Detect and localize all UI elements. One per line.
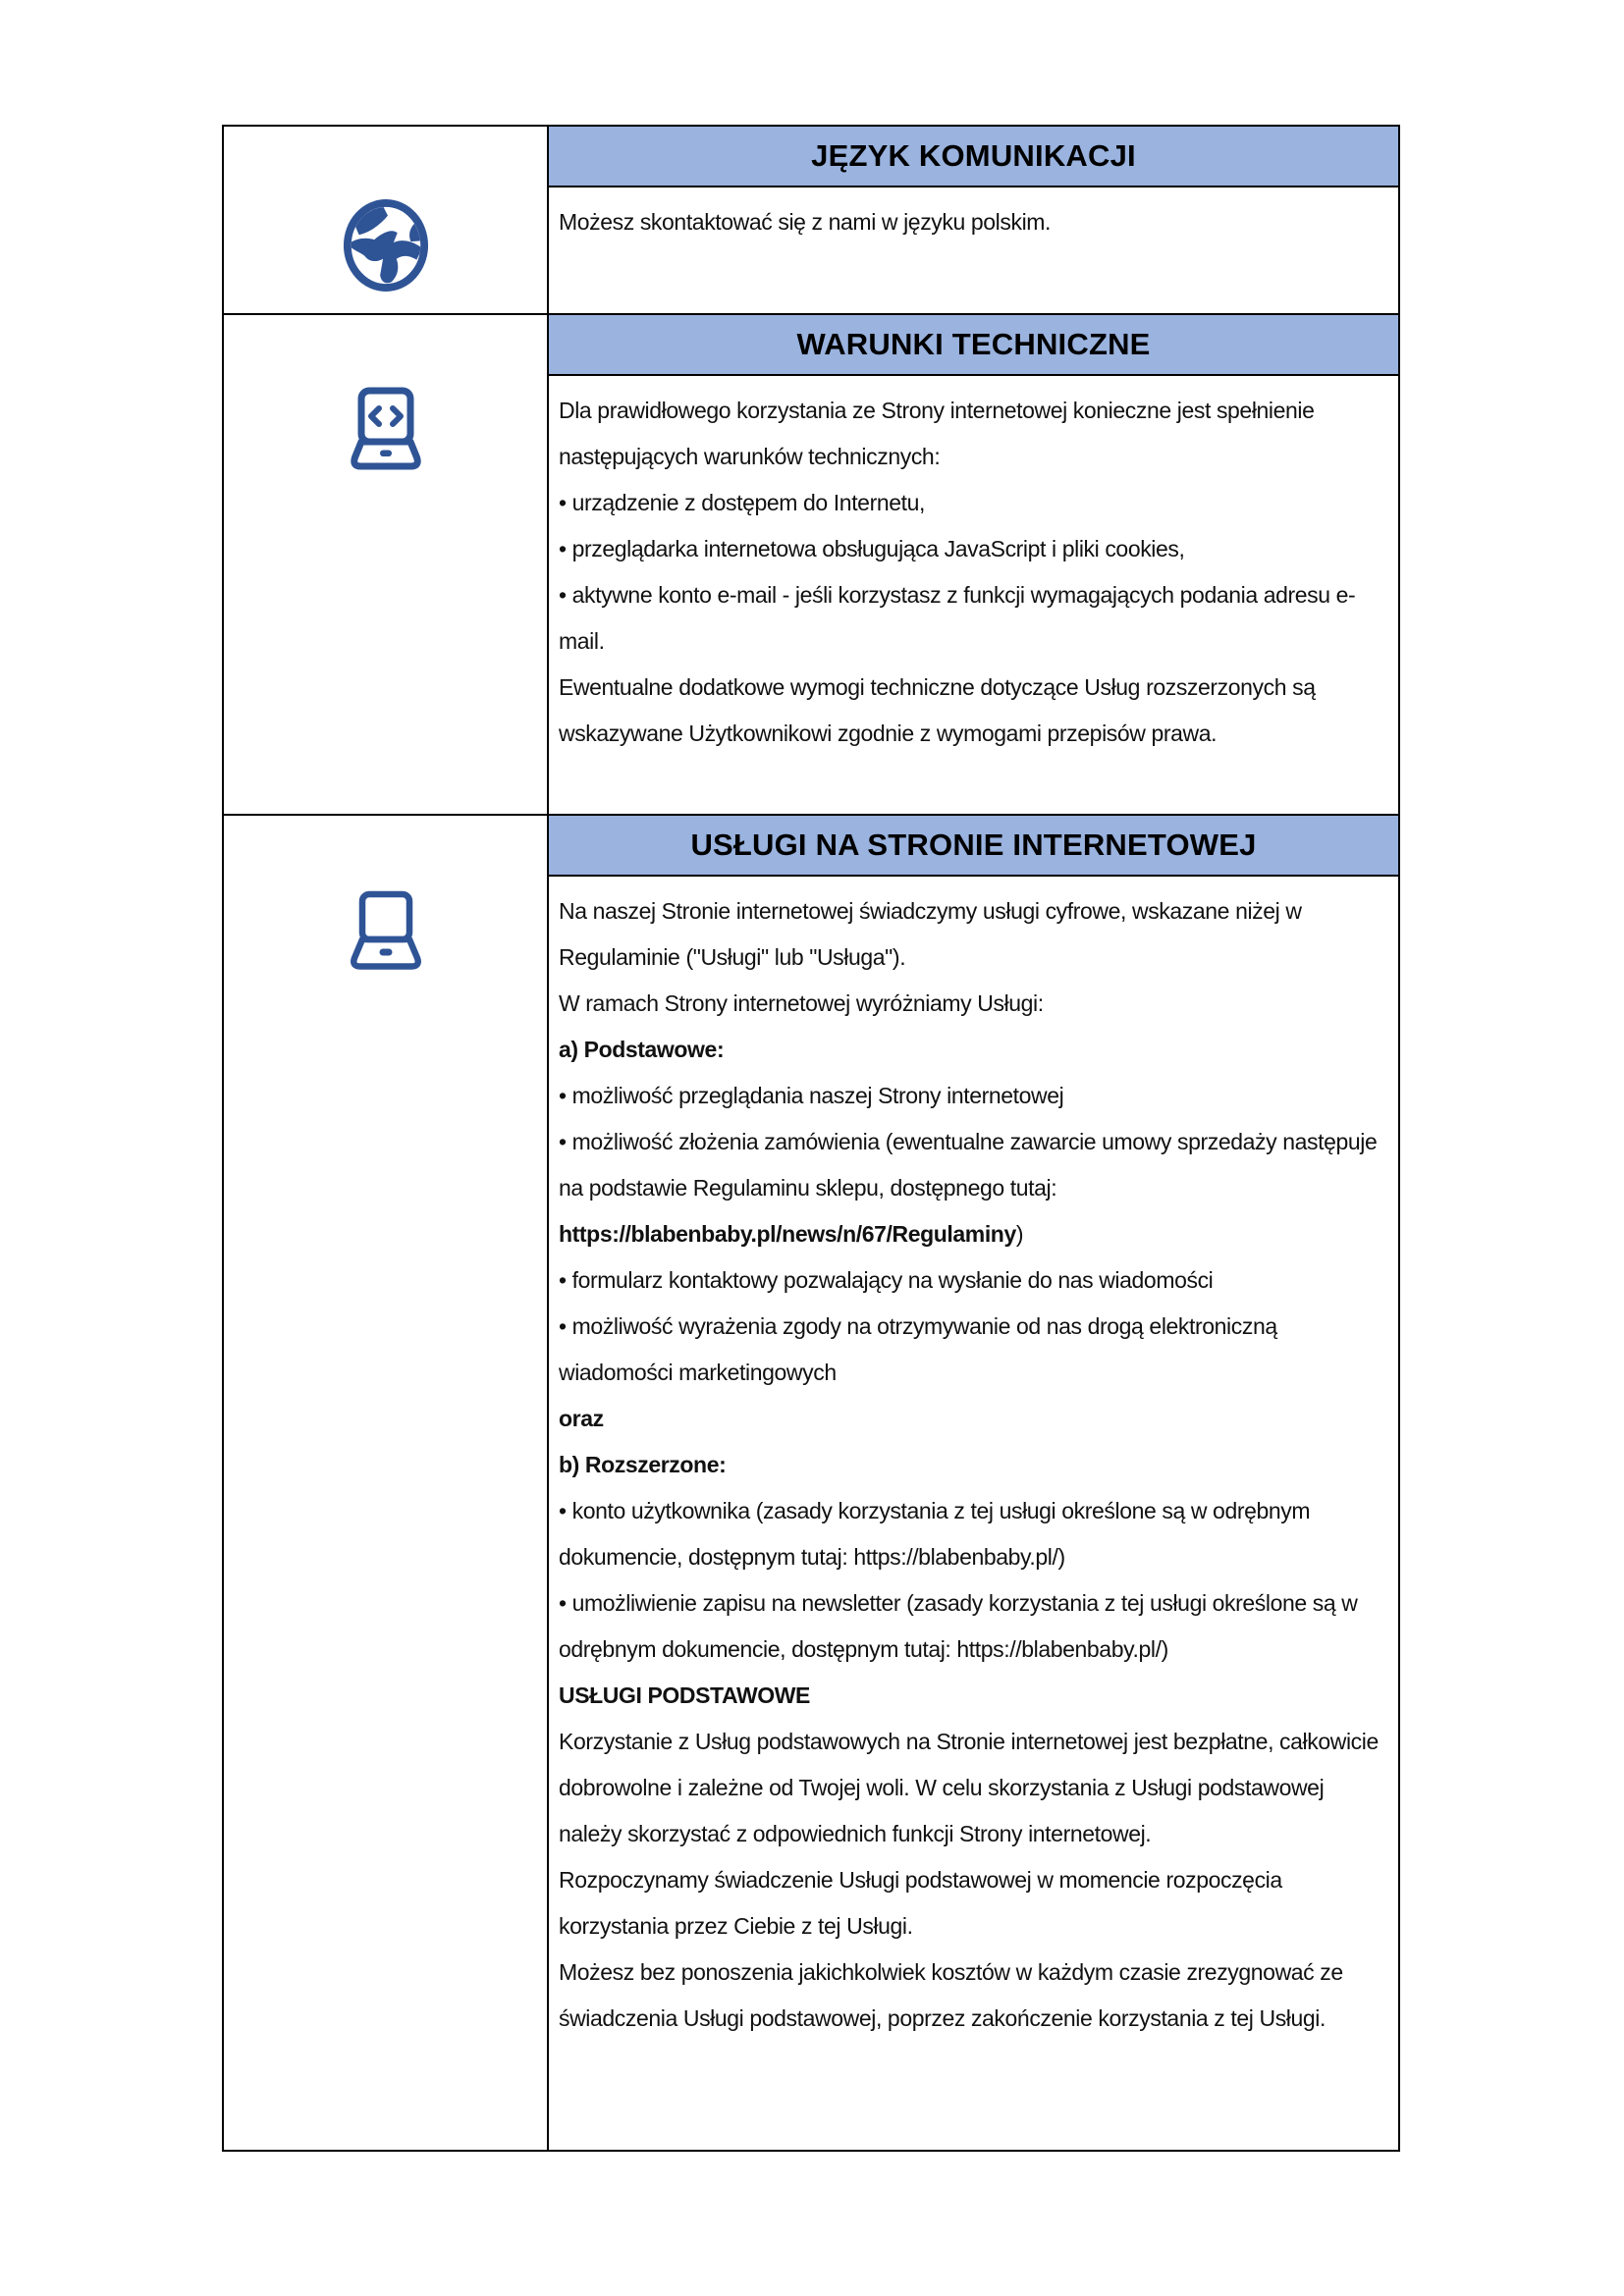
icon-cell-uslugi-na-stronie-internetowej [224,816,549,2150]
paragraph [559,1304,1379,1396]
section-body-uslugi-na-stronie-internetowej [549,877,1398,2042]
paragraph [559,1396,1379,1442]
paragraph [559,1488,1379,1580]
text-segment: https://blabenbaby.pl/news/n/67/Regulaminy [559,1221,1016,1247]
text-segment: Ewentualne dodatkowe wymogi techniczne dotyczące Usług rozszerzonych są wskazywane Użytkownikowi zgodnie z wymogami przepisów prawa. [559,674,1316,746]
text-segment: W ramach Strony internetowej wyróżniamy Usługi: [559,990,1044,1016]
paragraph [559,1719,1379,1857]
text-segment: b) Rozszerzone: [559,1452,727,1477]
text-segment: Rozpoczynamy świadczenie Usługi podstawowej w momencie rozpoczęcia korzystania przez Ciebie z tej Usługi. [559,1867,1282,1939]
paragraph [559,1580,1379,1673]
globe-icon [342,197,430,294]
content-cell-jezyk-komunikacji [549,127,1398,313]
paragraph [559,1119,1379,1257]
paragraph [559,1857,1379,1949]
text-segment: • aktywne konto e-mail - jeśli korzystasz z funkcji wymagających podania adresu e-mail. [559,582,1356,654]
table-row-jezyk-komunikacji [224,127,1398,313]
paragraph [559,388,1379,480]
text-segment: oraz [559,1406,604,1431]
content-cell-uslugi-na-stronie-internetowej [549,816,1398,2150]
paragraph [559,665,1379,757]
text-segment: • urządzenie z dostępem do Internetu, [559,490,925,515]
section-header-jezyk-komunikacji: JĘZYK KOMUNIKACJI [549,127,1398,187]
paragraph [559,1257,1379,1304]
text-segment: • przeglądarka internetowa obsługująca JavaScript i pliki cookies, [559,536,1185,561]
paragraph [559,480,1379,526]
section-body-warunki-techniczne [549,376,1398,757]
text-segment: a) Podstawowe: [559,1037,725,1062]
icon-cell-warunki-techniczne [224,315,549,814]
content-cell-warunki-techniczne [549,315,1398,814]
laptop-icon [341,886,431,977]
laptop-code-icon [341,386,431,476]
info-table [222,125,1400,2152]
paragraph [559,1442,1379,1488]
paragraph [559,199,1379,245]
text-segment: ) [1015,1221,1024,1247]
paragraph [559,888,1379,981]
text-segment: • możliwość złożenia zamówienia (ewentualne zawarcie umowy sprzedaży następuje na podstawie Regulaminu sklepu, dostępnego tutaj: [559,1129,1378,1201]
text-segment: Dla prawidłowego korzystania ze Strony internetowej konieczne jest spełnienie następujących warunków technicznych: [559,398,1315,469]
text-segment: • możliwość przeglądania naszej Strony internetowej [559,1083,1064,1108]
paragraph [559,1673,1379,1719]
text-segment: Na naszej Stronie internetowej świadczymy usługi cyfrowe, wskazane niżej w Regulaminie ("Usługi" lub "Usługa"). [559,898,1302,970]
paragraph [559,526,1379,572]
text-segment: USŁUGI PODSTAWOWE [559,1682,810,1708]
text-segment: Możesz skontaktować się z nami w języku polskim. [559,209,1052,235]
paragraph [559,572,1379,665]
paragraph [559,1073,1379,1119]
text-segment: • umożliwienie zapisu na newsletter (zasady korzystania z tej usługi określone są w odrębnym dokumencie, dostępnym tutaj: https://blabenbaby.pl/) [559,1590,1358,1662]
section-header-warunki-techniczne: WARUNKI TECHNICZNE [549,315,1398,376]
section-body-jezyk-komunikacji [549,187,1398,245]
text-segment: • konto użytkownika (zasady korzystania z tej usługi określone są w odrębnym dokumencie, dostępnym tutaj: https://blabenbaby.pl/) [559,1498,1311,1570]
text-segment: • formularz kontaktowy pozwalający na wysłanie do nas wiadomości [559,1267,1214,1293]
paragraph [559,1949,1379,2042]
paragraph [559,1027,1379,1073]
icon-cell-jezyk-komunikacji [224,127,549,313]
table-row-uslugi-na-stronie-internetowej [224,814,1398,2150]
text-segment: • możliwość wyrażenia zgody na otrzymywanie od nas drogą elektroniczną wiadomości marketingowych [559,1313,1277,1385]
table-row-warunki-techniczne [224,313,1398,814]
text-segment: Możesz bez ponoszenia jakichkolwiek kosztów w każdym czasie zrezygnować ze świadczenia Usługi podstawowej, poprzez zakończenie korzystania z tej Usługi. [559,1959,1343,2031]
section-header-uslugi-na-stronie-internetowej: USŁUGI NA STRONIE INTERNETOWEJ [549,816,1398,877]
paragraph [559,981,1379,1027]
text-segment: Korzystanie z Usług podstawowych na Stronie internetowej jest bezpłatne, całkowicie dobrowolne i zależne od Twojej woli. W celu skorzystania z Usługi podstawowej należy skorzystać z odpowiednich funkcji Strony internetowej. [559,1729,1379,1846]
